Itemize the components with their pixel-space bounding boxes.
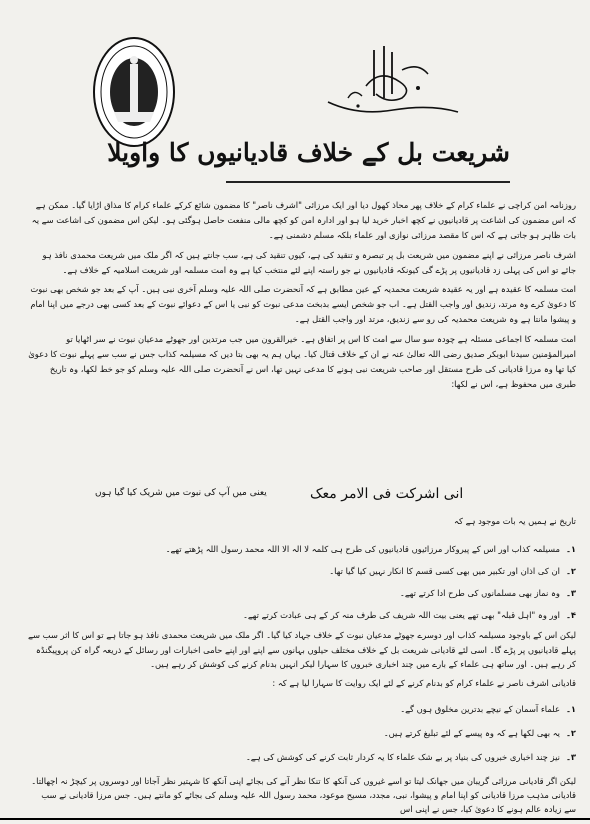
paragraph: امت مسلمہ کا عقیدہ ہے اور یہ عقیدہ شریعت محمدیہ کے عین مطابق ہے کہ آنحضرت صلی اللہ علیہ وسلم آخری نبی ہیں۔ آپ کے بعد جو شخص بھی نبوت کا دعویٰ کرے وہ مرتد، زندیق اور واجب القتل ہے۔ اب جو شخص ایسے بدبخت مدعی نبوت کو نبی یا اس کے دعوائے نبوت کے بعد کسی بھی درجے میں اپنا امام و پیشوا مانتا ہے وہ شریعت محمدیہ کی رو سے زندیق، مرتد اور واجب القتل ہے۔ — [30, 284, 576, 325]
list-item — [384, 728, 576, 738]
list-item — [246, 752, 576, 762]
list-item — [329, 566, 576, 576]
list-item — [166, 544, 576, 554]
paragraph: اشرف ناصر مرزائی نے اپنے مضمون میں شریعت بل پر تبصرہ و تنقید کی ہے، کیوں تنقید کی ہے، سب جانتے ہیں کہ اگر ملک میں شریعت محمدی نافذ ہو جائے تو اس کی پہلی زد قادیانیوں پر پڑے گی کیونکہ قادیانیوں نے جو راستہ اپنے لئے منتخب کیا ہے وہ امت مسلمہ اور شریعت اسلامیہ کے خلاف ہے۔ — [42, 249, 576, 275]
history-intro-text: تاریخ نے ہمیں یہ بات موجود ہے کہ — [454, 516, 576, 526]
article-title: شریعت بل کے خلاف قادیانیوں کا واویلا — [107, 138, 510, 167]
emblem-logo — [92, 36, 176, 148]
bismillah-calligraphy — [318, 40, 468, 122]
article-body — [28, 198, 576, 396]
item-number: ۴۔ — [565, 610, 576, 620]
item-text: یہ بھی لکھا ہے کہ وہ پیسے کے لئے تبلیغ کرتے ہیں۔ — [383, 728, 560, 738]
item-text: نیز چند اخباری خبروں کی بنیاد پر بے شک علماء کا یہ کردار ثابت کرنے کی کوشش کی ہے۔ — [245, 752, 560, 762]
item-text: اور وہ "اہل قبلہ" بھی تھے یعنی بیت اللہ شریف کی طرف منہ کر کے ہی عبادت کرتے تھے۔ — [242, 610, 560, 620]
paragraph: امت مسلمہ کا اجماعی مسئلہ ہے چودہ سو سال سے امت کا اس پر اتفاق ہے۔ خیرالقرون میں جب مرتدین اور جھوٹے مدعیان نبوت نے سر اٹھایا تو امیرالمؤمنین سیدنا ابوبکر صدیق رضی اللہ تعالیٰ عنہ نے ان کے خلاف قتال کیا۔ یہاں ہم یہ بھی بتا دیں کہ مسیلمہ کذاب جس نے سب سے پہلے نبوت کا دعویٰ کیا تھا وہ مرزا قادیانی کی طرح مستقل اور صاحب شریعت نبی ہونے کا مدعی نہیں تھا، اس نے آنحضرت صلی اللہ علیہ وسلم کو جو خط لکھا، وہ تاریخ طبری میں محفوظ ہے، اس نے لکھا: — [28, 333, 576, 390]
item-number: ۱۔ — [565, 704, 576, 714]
paragraph: لیکن اگر قادیانی مرزائی گریبان میں جھانک لیتا تو اسے غیروں کی آنکھ کا تنکا نظر آنے کی بجائے اپنی آنکھ کا شہتیر نظر آجاتا اور دوسروں پر کیچڑ نہ اچھالتا۔ قادیانی مذہب مرزا قادیانی کو اپنا امام و پیشوا، نبی، مجدد، مسیح موعود، محمد رسول اللہ علیہ وسلم کی بجائے کو مانتے ہیں۔ جس مرزا قادیانی نے سب سے زیادہ عالم ہونے کا دعویٰ کیا، جس نے اپنی اس — [31, 776, 576, 814]
arabic-quote: انی اشرکت فی الامر معک — [310, 486, 464, 502]
item-text: علماء آسمان کے نیچے بدترین مخلوق ہوں گے۔ — [400, 704, 560, 714]
quote-line — [80, 486, 520, 506]
item-number: ۳۔ — [565, 588, 576, 598]
list-item — [400, 704, 576, 714]
item-number: ۳۔ — [565, 752, 576, 762]
paragraph: لیکن اس کے باوجود مسیلمہ کذاب اور دوسرے جھوٹے مدعیان نبوت کے خلاف جہاد کیا گیا۔ اگر ملک میں شریعت محمدی نافذ ہو جاتا ہے تو اس کا اثر سب سے پہلے قادیانیوں پر پڑے گا۔ اسی لئے قادیانی شریعت بل کے خلاف مختلف حیلوں بہانوں سے اپنے اور اپنے حامی اخبارات اور رسائل کے ذریعہ گراہ کن پروپیگنڈہ کر رہے ہیں۔ اور ساتھ ہی علماء کے بارے میں چند اخباری خبروں کا سہارا لیکر انہیں بدنام کرنے کی کوشش کر رہے ہیں۔ — [28, 630, 576, 670]
item-text: ان کی اذان اور تکبیر میں بھی کسی قسم کا انکار نہیں کیا گیا تھا۔ — [329, 566, 560, 576]
quote-translation: یعنی میں آپ کی نبوت میں شریک کیا گیا ہوں — [95, 488, 267, 498]
title-underline — [226, 181, 510, 183]
paragraph: قادیانی اشرف ناصر نے علماء کرام کو بدنام کرنے کے لئے ایک روایت کا سہارا لیا ہے کہ : — [272, 677, 576, 688]
item-number: ۲۔ — [565, 728, 576, 738]
item-text: مسیلمہ کذاب اور اس کے پیروکار مرزائیوں قادیانیوں کی طرح ہی کلمہ لا الہ الا اللہ محمد رسول اللہ پڑھتے تھے۔ — [165, 544, 560, 554]
paragraph-after-list — [28, 628, 576, 694]
list-item — [243, 610, 576, 620]
page-bottom-rule — [0, 818, 590, 820]
list-item — [400, 588, 576, 598]
last-paragraph — [28, 774, 576, 820]
paragraph: روزنامہ امن کراچی نے علماء کرام کے خلاف پھر محاذ کھول دیا اور ایک مرزائی "اشرف ناصر" کا مضمون شائع کرکے علماء کرام کا مذاق اڑایا گیا۔ ممکن ہے کہ اس مضمون کی اشاعت پر قادیانیوں نے کچھ اخبار خرید لیا ہو اور ادارہ امن کو کچھ مالی منفعت حاصل ہوگئی ہو۔ لیکن اس مضمون کی اشاعت سے یہ بات ظاہر ہو جاتی ہے کہ اس کا مقصد مرزائی نوازی اور علماء بلکہ مسلم دشمنی ہے۔ — [31, 200, 576, 241]
item-number: ۲۔ — [565, 566, 576, 576]
item-text: وہ نماز بھی مسلمانوں کی طرح ادا کرتے تھے۔ — [399, 588, 560, 598]
item-number: ۱۔ — [565, 544, 576, 554]
